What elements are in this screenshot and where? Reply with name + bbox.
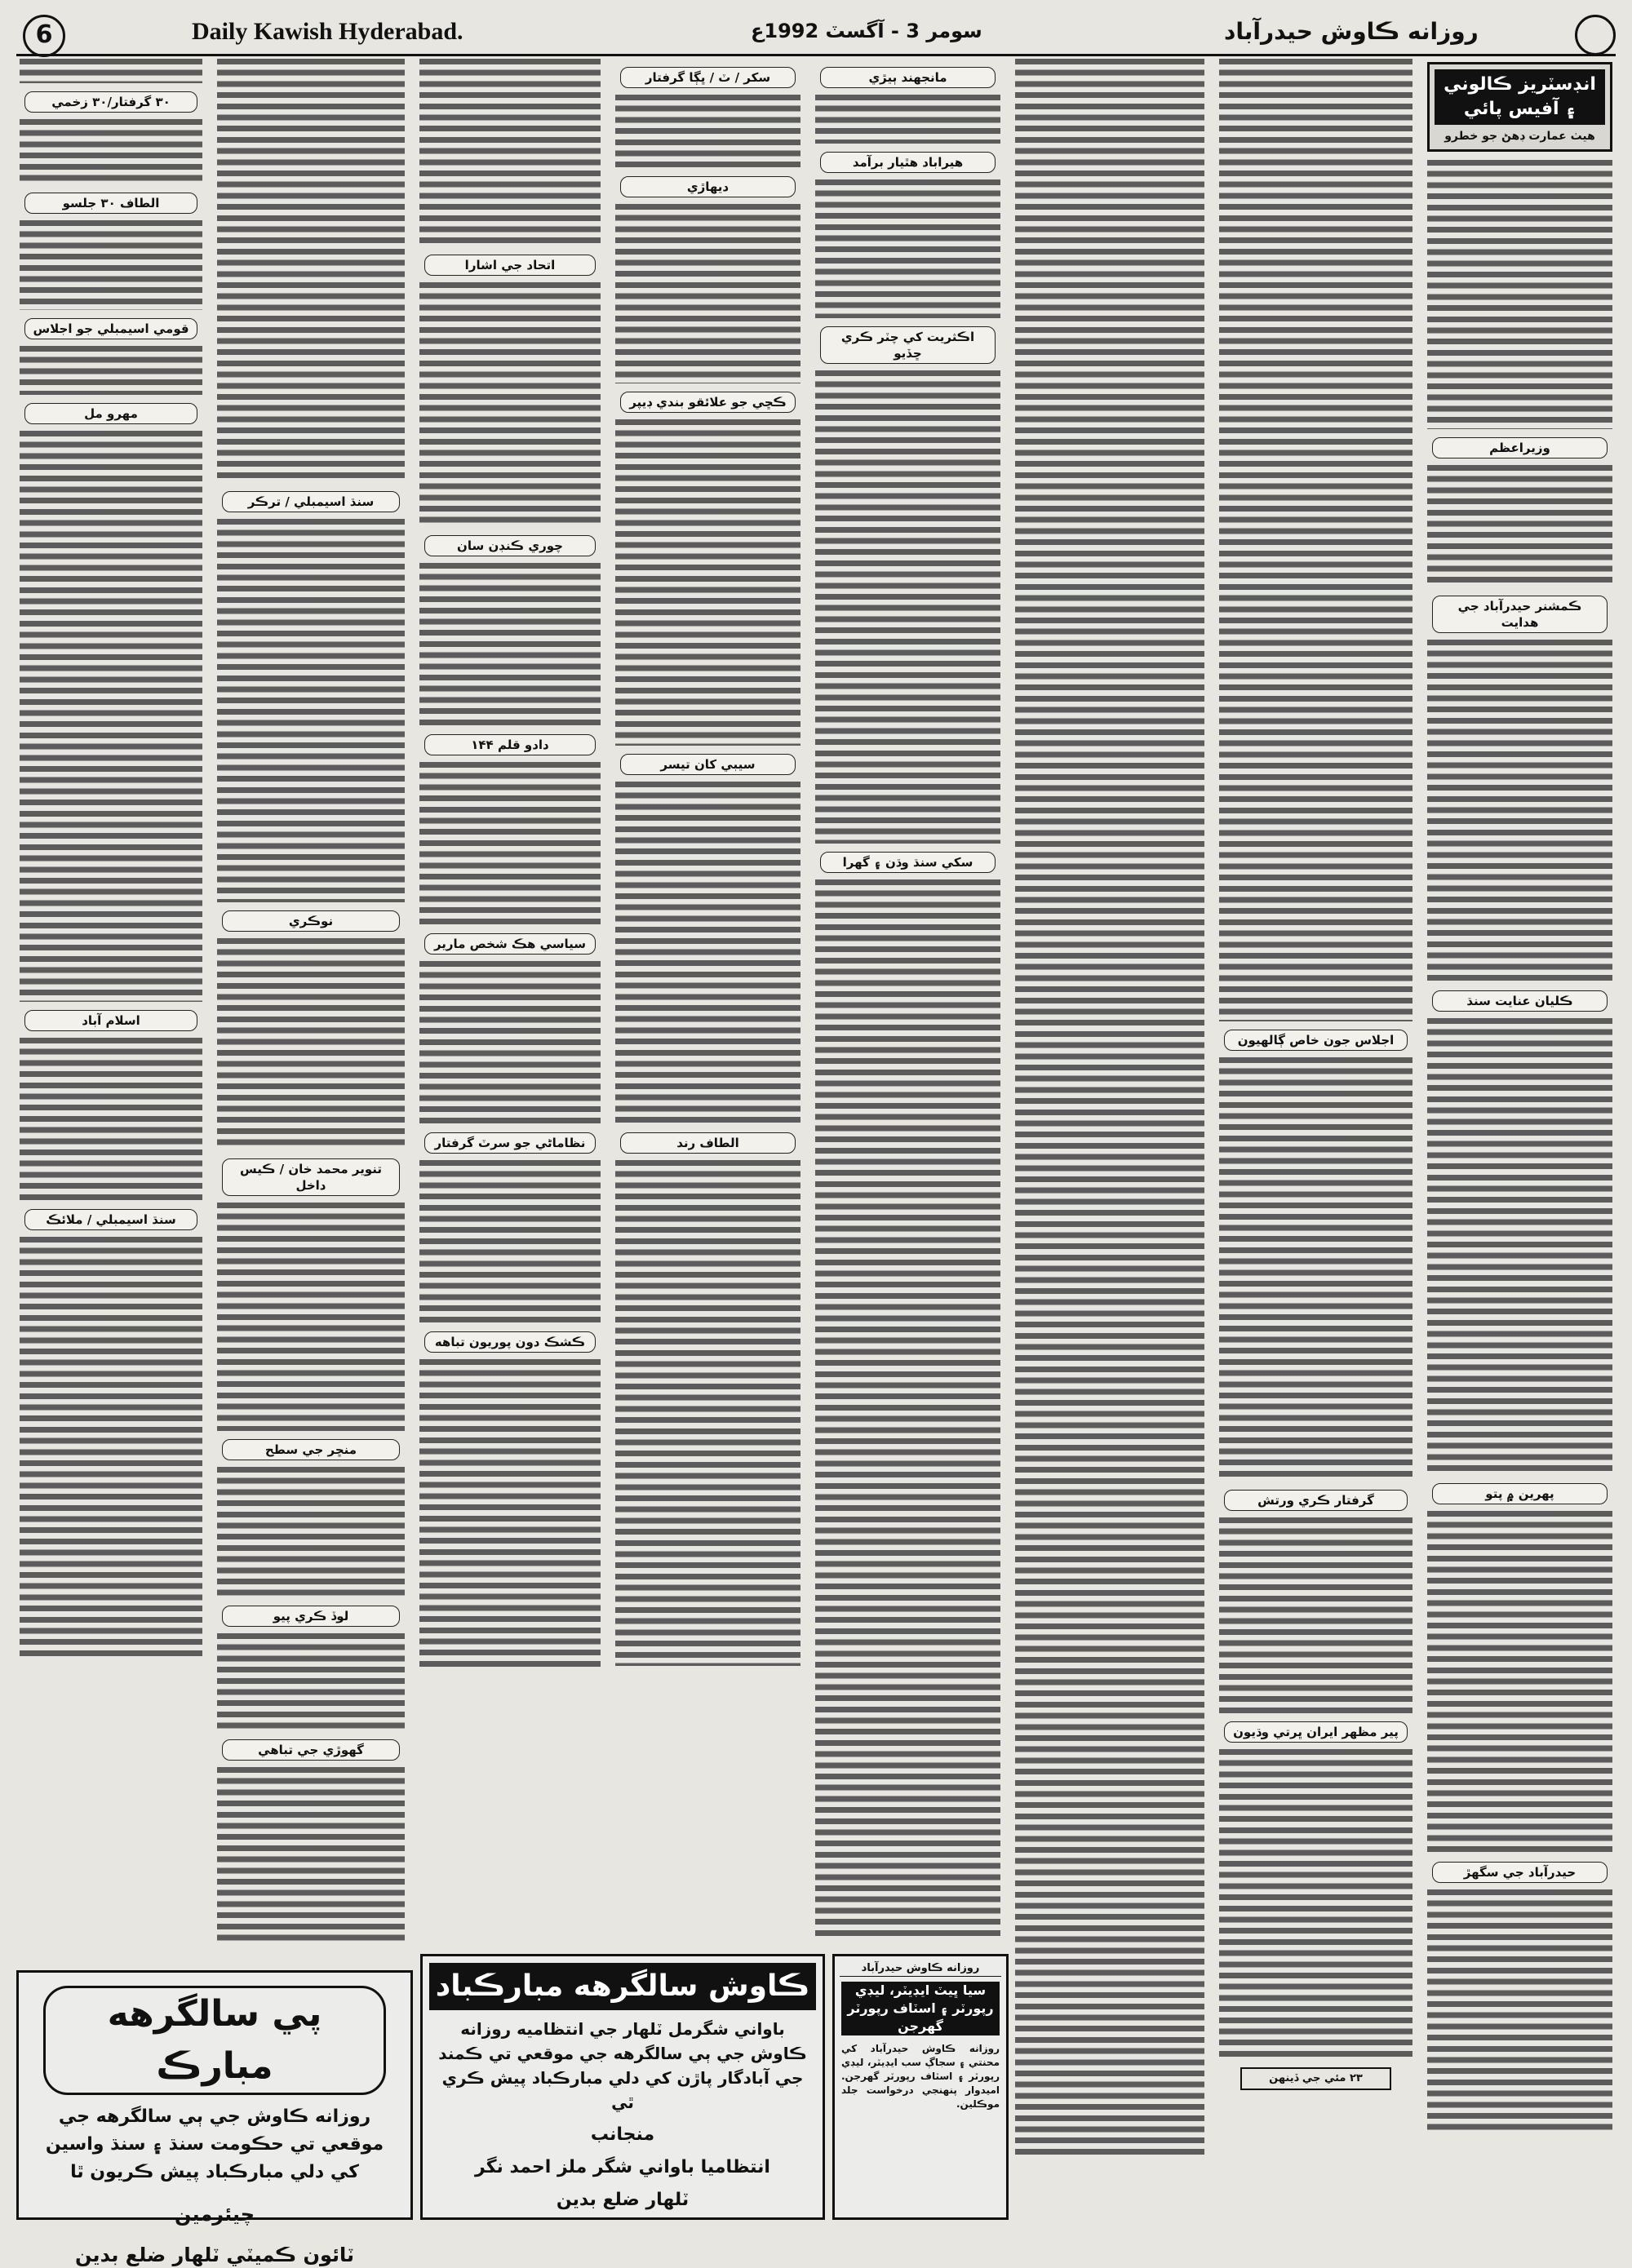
article-text [217, 519, 405, 902]
masthead-title-sindhi: روزانه ڪاوش حيدرآباد [1224, 18, 1479, 45]
date-box: ۲۳ مئي جي ڏينهن [1240, 2067, 1391, 2090]
article-heading: منڇر جي سطح [222, 1439, 400, 1460]
article-text [217, 59, 405, 483]
ad-place: ٽلهار ضلع بدين [556, 2190, 690, 2210]
article-text [815, 95, 1000, 144]
article-heading: وزيراعظم [1432, 437, 1608, 458]
lead-headline: انڊسٽريز ڪالوني ۽ آفيس پائي [1435, 69, 1605, 125]
article-heading: مانجهند ٻيڙي [820, 67, 996, 88]
article-text [419, 1359, 601, 1669]
article-heading: اجلاس جون خاص ڳالهيون [1224, 1030, 1408, 1051]
article-heading: تنوير محمد خان / ڪيس داخل [222, 1158, 400, 1196]
article-heading: گرفتار ڪري ورتش [1224, 1490, 1408, 1511]
article-text [20, 431, 202, 1002]
notice-subheader: سيا ڀيٽ ايڊيٽر، ليڊي رپورٽر ۽ اسٽاف رپورٽر گهرجن [841, 1982, 1000, 2035]
ad-body: باواني شگرمل ٽلهار جي انتظاميه روزانه ڪاوش جي ٻي سالگرهه جي موقعي تي ڪمند جي آبادگار پاڙن کي دلي مبارڪباد پيش ڪري ٿي [438, 2019, 807, 2112]
article-text [20, 1237, 202, 1661]
article-text [815, 879, 1000, 1940]
article-heading: ديهاڙي [620, 176, 796, 197]
article-heading: هيراباد هٿيار برآمد [820, 152, 996, 173]
article-heading: سنڌ اسيمبلي / ترڪر [222, 491, 400, 512]
article-heading: سکر / ٽ / ڀڳا گرفتار [620, 67, 796, 88]
anniversary-advertisement [420, 1954, 825, 2220]
article-heading: سنڌ اسيمبلي / ملائڪ [24, 1209, 197, 1230]
article-heading: سيبي کان تيسر [620, 754, 796, 775]
article-heading: چوري ڪنڊن سان [424, 535, 596, 556]
article-heading: لوڏ ڪري پيو [222, 1606, 400, 1627]
article-text [217, 1767, 405, 1943]
article-text [20, 1038, 202, 1201]
ad-title: ڪاوش سالگرهه مبارڪباد [429, 1963, 816, 2010]
article-heading: الطاف ۳۰ جلسو [24, 193, 197, 214]
article-text [1427, 1889, 1612, 2134]
article-heading: الطاف رند [620, 1132, 796, 1154]
article-heading: قومي اسيمبلي جو اجلاس [24, 318, 197, 339]
ad-body: روزانه ڪاوش جي ٻي سالگرهه جي موقعي تي حڪومت سنڌ ۽ سنڌ واسين کي دلي مبارڪباد پيش ڪريون ٿا [45, 2106, 384, 2182]
ad-title: پي سالگرهه مبارڪ [43, 1986, 386, 2095]
article-text [1219, 1517, 1412, 1713]
article-heading: ۳۰ گرفتار/۳۰ زخمي [24, 91, 197, 113]
article-text [217, 1203, 405, 1431]
article-heading: سکي سنڌ وڌن ۽ گهرا [820, 852, 996, 873]
page-number: 6 [23, 15, 65, 57]
notice-body: روزانه ڪاوش حيدرآباد کي محنتي ۽ سجاڳ سب ايڊيٽر، ليڊي رپورٽر ۽ اسٽاف رپورٽر گهرجن. اميدوار پنهنجي درخواست جلد موڪلين. [841, 2043, 1000, 2110]
article-heading: گهوڙي جي تباهي [222, 1739, 400, 1761]
column-1 [1424, 59, 1616, 2221]
article-text [419, 1160, 601, 1323]
article-text [615, 782, 800, 1124]
article-text [1427, 160, 1612, 429]
article-heading: ڪشڪ دون پوريون تباهه [424, 1331, 596, 1353]
ad-signature: انتظاميا باواني شگر ملز احمد نگر [475, 2157, 770, 2177]
article-text [815, 370, 1000, 844]
article-text [1219, 1749, 1412, 2059]
article-text [217, 938, 405, 1150]
column-8 [16, 59, 206, 1960]
article-text [615, 95, 800, 168]
lead-subheadline: هيٺ عمارت ڊهڻ جو خطرو [1444, 130, 1595, 143]
article-text [20, 119, 202, 184]
notice-header: روزانه ڪاوش حيدرآباد [840, 1961, 1001, 1977]
article-text [217, 1633, 405, 1731]
article-heading: اتحاد جي اشارا [424, 255, 596, 276]
masthead-date: سومر 3 - آگسٽ 1992ع [751, 20, 982, 42]
article-text [615, 204, 800, 383]
article-text [1427, 465, 1612, 587]
article-text [20, 220, 202, 310]
article-heading: حيدرآباد جي سگهڙ [1432, 1862, 1608, 1883]
article-text [419, 762, 601, 925]
column-6 [416, 59, 604, 1943]
article-heading: سياسي هڪ شخص مارير [424, 933, 596, 955]
column-7 [214, 59, 408, 1943]
article-text [615, 419, 800, 746]
article-heading: ڪڇي جو علائقو بندي ڊيپر [620, 392, 796, 413]
article-text [419, 961, 601, 1124]
article-text [20, 59, 202, 83]
article-text [815, 179, 1000, 318]
column-4 [812, 59, 1004, 1943]
article-text [419, 563, 601, 726]
staff-notice [832, 1954, 1009, 2220]
article-text [217, 1467, 405, 1597]
birthday-advertisement [16, 1970, 413, 2266]
ad-signature: چيئرمين [174, 2203, 255, 2226]
article-heading: ڪليان عنايت سنڌ [1432, 990, 1608, 1012]
article-heading: دادو قلم ۱۴۴ [424, 734, 596, 755]
article-text [419, 59, 601, 246]
article-text [1219, 1057, 1412, 1482]
article-heading: پير مظهر ايران ڀرتي وڌيون [1224, 1721, 1408, 1743]
masthead-ornament [1575, 15, 1616, 55]
article-heading: اڪثريت کي چٽر ڪري ڇڏيو [820, 326, 996, 364]
article-text [1219, 59, 1412, 1021]
ad-from: منجانب [590, 2124, 655, 2145]
article-text [1427, 640, 1612, 982]
column-5 [612, 59, 804, 1943]
column-3 [1012, 59, 1208, 2221]
article-text [615, 1160, 800, 1666]
article-text [20, 346, 202, 395]
article-text [1427, 1018, 1612, 1475]
article-heading: نظاماڻي جو سرٽ گرفتار [424, 1132, 596, 1154]
article-text [1427, 1511, 1612, 1854]
article-text [419, 282, 601, 527]
article-heading: مهرو مل [24, 403, 197, 424]
article-heading: اسلام آباد [24, 1010, 197, 1031]
ad-organization: ٽائون ڪميٽي ٽلهار ضلع بدين [74, 2244, 355, 2266]
column-2 [1216, 59, 1416, 2221]
article-heading: نوڪري [222, 910, 400, 932]
article-text [1015, 59, 1204, 2155]
article-heading: ڪمشنر حيدرآباد جي هدايت [1432, 596, 1608, 633]
lead-headline-box [1427, 62, 1612, 152]
masthead-title-english: Daily Kawish Hyderabad. [192, 18, 463, 45]
article-heading: پهرين ۾ پتو [1432, 1483, 1608, 1504]
masthead [16, 11, 1616, 56]
